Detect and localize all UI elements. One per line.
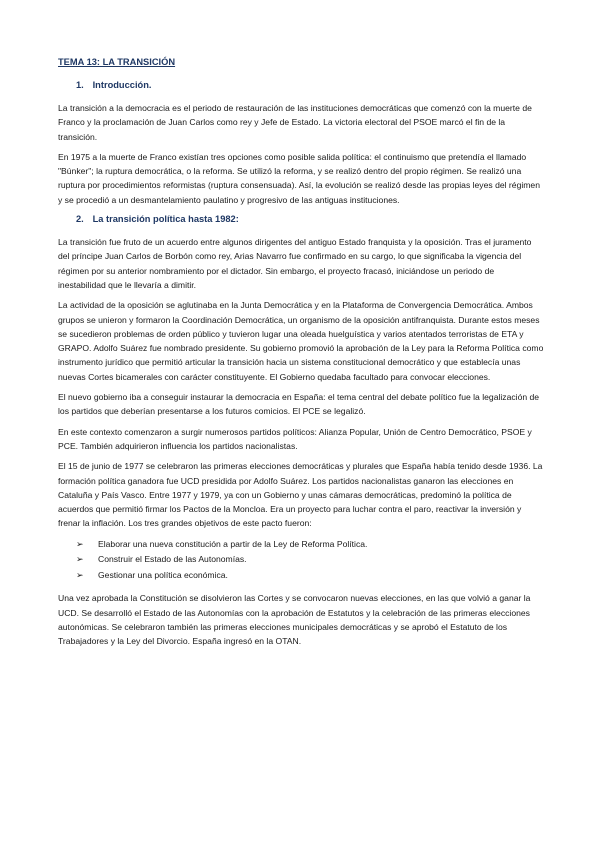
section-heading-introduccion (76, 79, 544, 92)
document-title: TEMA 13: LA TRANSICIÓN (58, 57, 176, 67)
list-item (76, 552, 544, 568)
paragraph: La transición a la democracia es el periodo de restauración de las instituciones democráticas que comenzó con la muerte de Franco y la proclamación de Juan Carlos como rey y Jefe de Estado. La victoria electoral del PSOE marcó el fin de la transición. (58, 103, 532, 142)
document-page (58, 56, 544, 654)
list-item-text: Elaborar una nueva constitución a partir de la Ley de Reforma Política. (98, 538, 368, 549)
section-heading-text: La transición política hasta 1982: (92, 214, 239, 225)
section-heading-text: Introducción. (92, 80, 152, 90)
section-number: 1. (76, 80, 84, 90)
paragraph: La transición fue fruto de un acuerdo entre algunos dirigentes del antiguo Estado franquista y la oposición. Tras el juramento del príncipe Juan Carlos de Borbón como rey, Arias Navarro fue confirmado en su cargo, lo que significaba la vigencia del régimen por su anterior nombramiento por el dictador. Sin embargo, el proyecto fracasó, iniciándose un periodo de inestabilidad que le llevaría a dimitir. (58, 237, 532, 290)
list-item-text: Construir el Estado de las Autonomías. (98, 554, 247, 565)
arrow-bullet-icon: ➢ (76, 569, 84, 580)
section-heading-transicion-politica (76, 213, 544, 226)
list-item (76, 537, 544, 553)
arrow-bullet-icon: ➢ (76, 538, 84, 549)
paragraph: El nuevo gobierno iba a conseguir instaurar la democracia en España: el tema central del debate político fue la legalización de los partidos que deberían presentarse a los futuros comicios. El PCE se legalizó. (58, 392, 540, 417)
paragraph: El 15 de junio de 1977 se celebraron las primeras elecciones democráticas y plurales que España había tenido desde 1936. La formación política ganadora fue UCD presidida por Adolfo Suárez. Los partidos nacionalistas ganaron las elecciones en Cataluña y País Vasco. Entre 1977 y 1979, ya con un Gobierno y unas cámaras democráticas, predominó la política de acuerdos que permitió firmar los Pactos de la Moncloa. Era un proyecto para luchar contra el paro, reactivar la inversión y frenar la inflación. Los tres grandes objetivos de este pacto fueron: (58, 461, 543, 529)
paragraph: La actividad de la oposición se aglutinaba en la Junta Democrática y en la Plataforma de Convergencia Democrática. Ambos grupos se unieron y formaron la Coordinación Democrática, un organismo de la oposición antifranquista. Durante estos meses se sucedieron problemas de orden público y tuvieron lugar una oleada huelguística y varios atentados terroristas de ETA y GRAPO. Adolfo Suárez fue nombrado presidente. Su gobierno promovió la aprobación de la Ley para la Reforma Política como instrumento jurídico que permitió articular la transición hacia un sistema constitucional democrático y que establecía unas nuevas Cortes bicamerales con carácter constituyente. El Gobierno quedaba facultado para convocar elecciones. (58, 300, 544, 382)
list-item-text: Gestionar una política económica. (98, 569, 228, 580)
list-item (76, 568, 544, 584)
arrow-bullet-icon: ➢ (76, 554, 84, 565)
section-number: 2. (76, 214, 84, 225)
paragraph: Una vez aprobada la Constitución se disolvieron las Cortes y se convocaron nuevas elecciones, en las que volvió a ganar la UCD. Se desarrolló el Estado de las Autonomías con la aprobación de Estatutos y la celebración de las primeras elecciones autonómicas. Se celebraron también las primeras elecciones municipales democráticas y se aprobó el Estatuto de los Trabajadores y la Ley del Divorcio. España ingresó en la OTAN. (58, 593, 531, 647)
paragraph: En este contexto comenzaron a surgir numerosos partidos políticos: Alianza Popular, Unión de Centro Democrático, PSOE y PCE. También adquirieron influencia los partidos nacionalistas. (58, 426, 532, 451)
objectives-list (58, 537, 544, 584)
paragraph: En 1975 a la muerte de Franco existían tres opciones como posible salida política: el continuismo que pretendía el llamado "Búnker"; la ruptura democrática, o la reforma. Se utilizó la reforma, y se realizó dentro del propio régimen. Se realizó una ruptura por procedimientos reformistas (ruptura consensuada). Así, la evolución se realizó desde las propias leyes del régimen y se procedió a un desmantelamiento paulatino y progresivo de las antiguas instituciones. (58, 151, 540, 205)
